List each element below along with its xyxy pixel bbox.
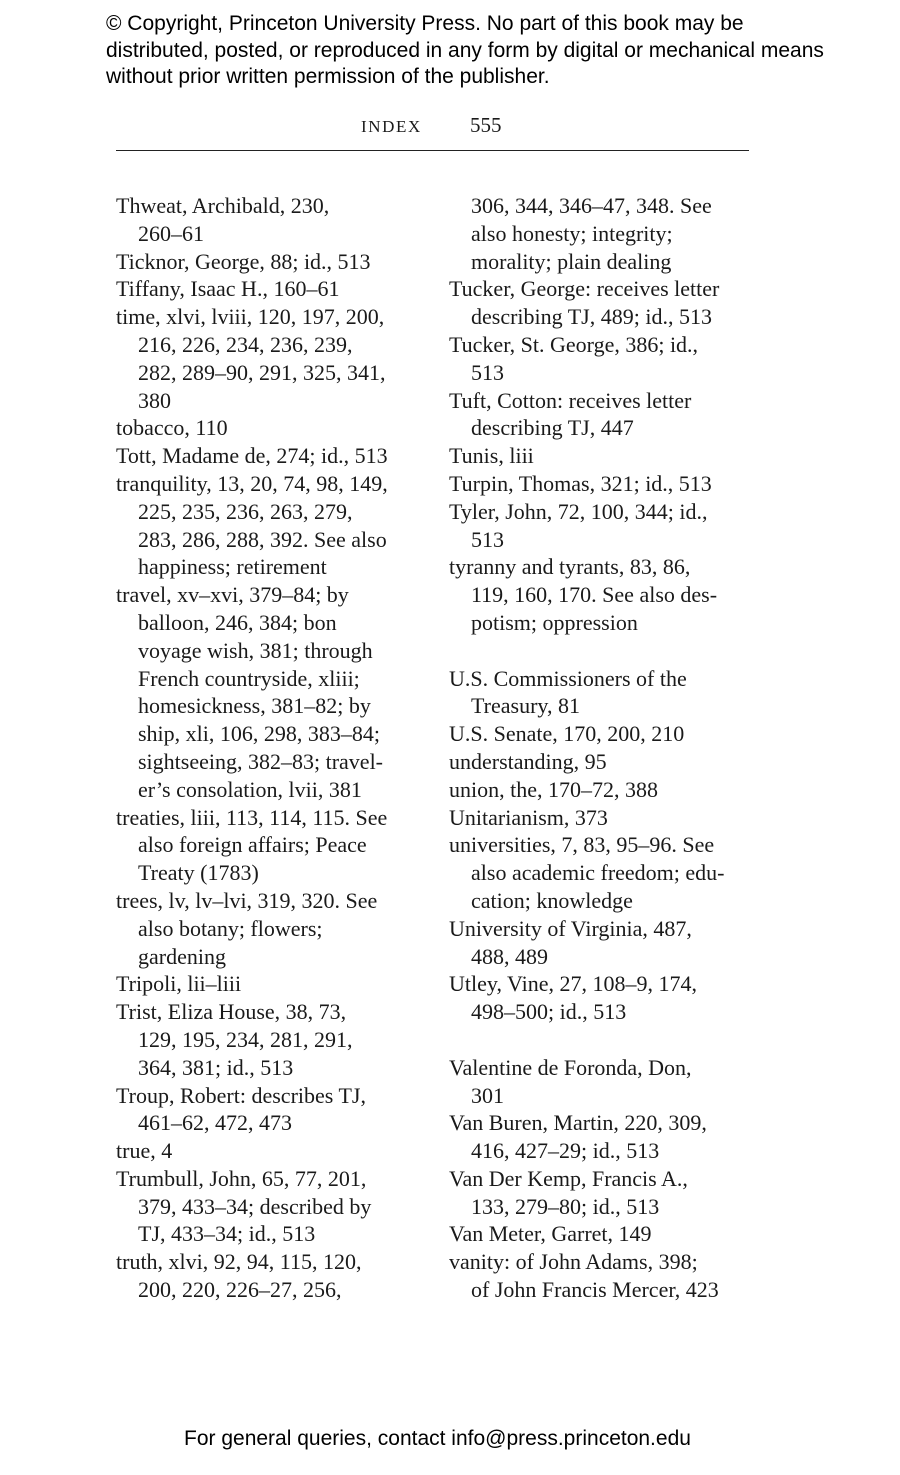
index-entry: Unitarianism, 373	[449, 804, 608, 830]
index-entry: Tunis, liii	[449, 443, 534, 469]
index-entry: U.S. Commissioners of the Treasury, 81	[449, 665, 687, 719]
index-entry: University of Virginia, 487, 488, 489	[449, 915, 692, 969]
index-entry: tyranny and tyrants, 83, 86, 119, 160, 170. See also des- potism; oppression	[449, 554, 718, 635]
index-entry: Utley, Vine, 27, 108–9, 174, 498–500; id., 513	[449, 971, 697, 1025]
letter-group-spacer	[449, 637, 754, 665]
index-entry: union, the, 170–72, 388	[449, 776, 658, 802]
index-entry: Tuft, Cotton: receives letter describing TJ, 447	[449, 387, 692, 441]
copyright-notice: © Copyright, Princeton University Press. No part of this book may be distributed, posted, or reproduced in any form by digital or mechanical means without prior written permission of the publisher.	[106, 12, 824, 88]
index-column-left	[116, 192, 436, 1304]
page-number: 555	[470, 113, 502, 137]
index-entry: Tucker, St. George, 386; id., 513	[449, 331, 699, 385]
running-header	[116, 112, 749, 151]
index-entry: vanity: of John Adams, 398; of John Francis Mercer, 423	[449, 1249, 719, 1303]
index-entry: universities, 7, 83, 95–96. See also academic freedom; edu- cation; knowledge	[449, 832, 725, 913]
index-entry: U.S. Senate, 170, 200, 210	[449, 721, 685, 747]
index-entry: tranquility, 13, 20, 74, 98, 149, 225, 235, 236, 263, 279, 283, 286, 288, 392. See also happiness; retirement	[116, 470, 388, 580]
index-entry: time, xlvi, lviii, 120, 197, 200, 216, 226, 234, 236, 239, 282, 289–90, 291, 325, 341, 380	[116, 304, 386, 413]
index-entry: Tripoli, lii–liii	[116, 971, 242, 997]
index-entry: Troup, Robert: describes TJ, 461–62, 472, 473	[116, 1082, 366, 1136]
index-entry: Valentine de Foronda, Don, 301	[449, 1054, 692, 1108]
index-entry-continuation: 306, 344, 346–47, 348. See also honesty; integrity; morality; plain dealing	[471, 193, 712, 274]
index-entry: Trumbull, John, 65, 77, 201, 379, 433–34; described by TJ, 433–34; id., 513	[116, 1165, 372, 1247]
index-entry: travel, xv–xvi, 379–84; by balloon, 246, 384; bon voyage wish, 381; through French countryside, xliii; homesickness, 381–82; by ship, xli, 106, 298, 383–84; sightseeing, 382–83; travel- er’s consolation, lvii, 381	[116, 582, 384, 802]
index-entry: true, 4	[116, 1138, 173, 1164]
index-entry: tobacco, 110	[116, 415, 228, 441]
index-entry: Turpin, Thomas, 321; id., 513	[449, 470, 712, 496]
index-entry: Tyler, John, 72, 100, 344; id., 513	[449, 498, 708, 552]
header-title: INDEX	[361, 117, 422, 136]
index-entry: understanding, 95	[449, 748, 607, 774]
index-entry: truth, xlvi, 92, 94, 115, 120, 200, 220, 226–27, 256,	[116, 1249, 362, 1303]
index-entry: Tiffany, Isaac H., 160–61	[116, 276, 340, 302]
index-entry: Van Der Kemp, Francis A., 133, 279–80; id., 513	[449, 1165, 688, 1219]
index-entry: Thweat, Archibald, 230, 260–61	[116, 193, 330, 246]
letter-group-spacer	[449, 1026, 754, 1054]
index-entry: Tott, Madame de, 274; id., 513	[116, 443, 388, 469]
index-entry: Trist, Eliza House, 38, 73, 129, 195, 234, 281, 291, 364, 381; id., 513	[116, 999, 353, 1080]
index-entry: Ticknor, George, 88; id., 513	[116, 248, 371, 274]
footer-contact: For general queries, contact info@press.princeton.edu	[184, 1427, 691, 1450]
index-entry: Van Meter, Garret, 149	[449, 1221, 652, 1247]
index-column-right	[449, 192, 754, 1304]
index-entry: Van Buren, Martin, 220, 309, 416, 427–29; id., 513	[449, 1110, 707, 1164]
index-entry: trees, lv, lv–lvi, 319, 320. See also botany; flowers; gardening	[116, 887, 378, 969]
index-entry: treaties, liii, 113, 114, 115. See also foreign affairs; Peace Treaty (1783)	[116, 804, 388, 886]
index-entry: Tucker, George: receives letter describing TJ, 489; id., 513	[449, 276, 720, 330]
